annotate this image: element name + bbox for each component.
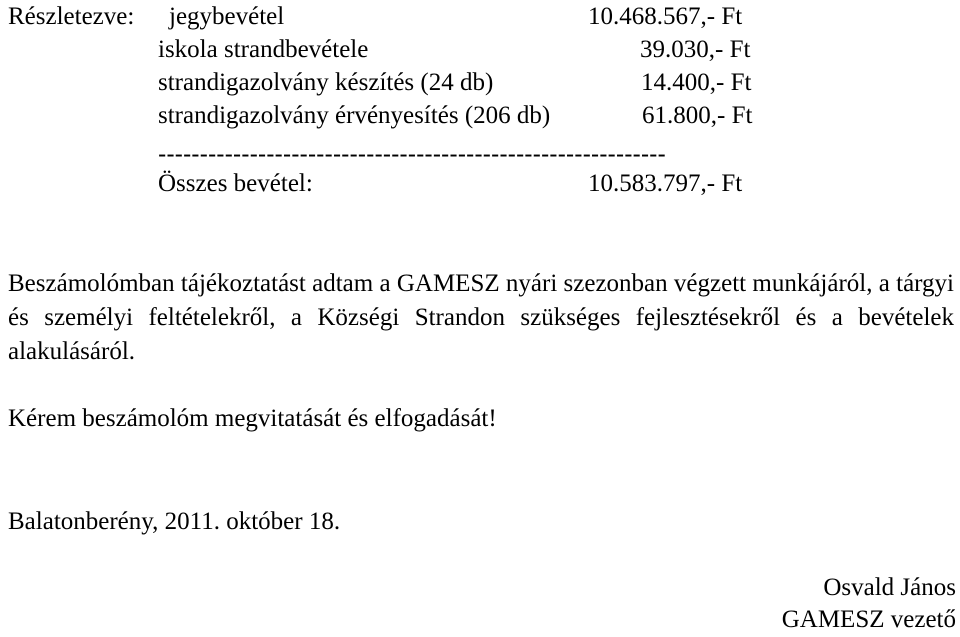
total-label: Összes bevétel: — [158, 170, 313, 197]
report-paragraph: Beszámolómban tájékoztatást adtam a GAMESZ nyári szezonban végzett munkájáról, a tárgyi és személyi feltételekről, a Községi Strandon szükséges fejlesztésekről és a bevételek alakulásáról. — [8, 270, 954, 365]
breakdown-heading: Részletezve: — [8, 3, 135, 30]
separator-line: ------------------------------------------------------------- — [158, 140, 666, 168]
row-name-ticket: jegybevétel — [169, 3, 285, 30]
row-amount-pass-issue: 14.400,- Ft — [641, 69, 752, 96]
signature-name: Osvald János — [823, 574, 956, 601]
row-name-pass-issue: strandigazolvány készítés (24 db) — [158, 69, 494, 96]
total-amount: 10.583.797,- Ft — [588, 170, 743, 197]
row-name-pass-validate: strandigazolvány érvényesítés (206 db) — [158, 102, 551, 129]
row-amount-pass-validate: 61.800,- Ft — [642, 102, 753, 129]
place-date: Balatonberény, 2011. október 18. — [8, 508, 341, 535]
row-amount-ticket: 10.468.567,- Ft — [588, 3, 743, 30]
row-name-school: iskola strandbevétele — [158, 36, 369, 63]
signature-title: GAMESZ vezető — [781, 606, 956, 633]
row-amount-school: 39.030,- Ft — [640, 36, 751, 63]
request-line: Kérem beszámolóm megvitatását és elfogadását! — [8, 405, 497, 432]
